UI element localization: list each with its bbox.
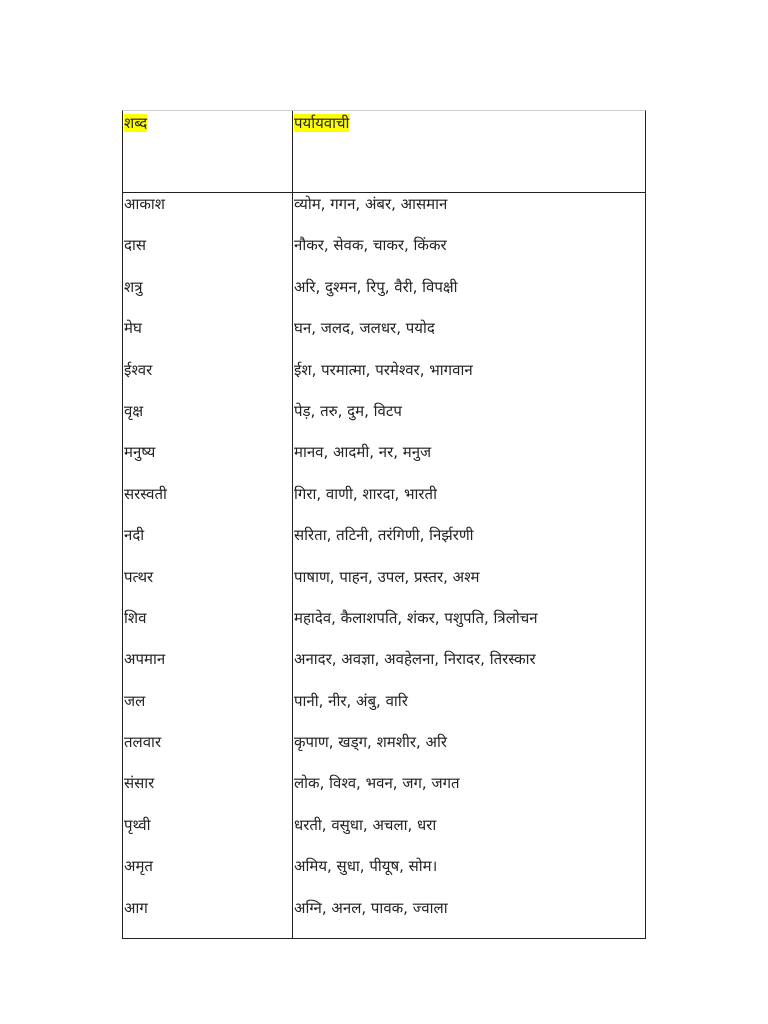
synonyms-cell: नौकर, सेवक, चाकर, किंकर (294, 236, 447, 255)
word-cell: ईश्वर (124, 360, 153, 379)
table-row (123, 731, 645, 772)
synonyms-cell: कृपाण, खड्ग, शमशीर, अरि (294, 733, 447, 752)
synonyms-cell: धरती, वसुधा, अचला, धरा (294, 815, 437, 834)
table-row (123, 814, 645, 855)
word-cell: अपमान (124, 650, 166, 669)
word-cell: सरस्वती (124, 484, 167, 503)
table-row (123, 524, 645, 565)
table-header-row (123, 111, 645, 193)
synonyms-cell: सरिता, तटिनी, तरंगिणी, निर्झरणी (294, 526, 474, 545)
header-cell-synonyms (294, 114, 349, 132)
synonyms-cell: महादेव, कैलाशपति, शंकर, पशुपति, त्रिलोचन (294, 608, 538, 627)
table-row (123, 400, 645, 441)
word-cell: तलवार (124, 733, 162, 752)
header-word-label: शब्द (124, 114, 148, 132)
synonyms-cell: ईश, परमात्मा, परमेश्वर, भागवान (294, 360, 473, 379)
table-row (123, 855, 645, 896)
word-cell: पत्थर (124, 567, 154, 586)
word-cell: संसार (124, 774, 155, 793)
table-row (123, 359, 645, 400)
word-cell: अमृत (124, 857, 153, 876)
word-cell: मेघ (124, 319, 142, 338)
synonyms-cell: घन, जलद, जलधर, पयोद (294, 319, 435, 338)
word-cell: शत्रु (124, 277, 143, 296)
synonyms-cell: लोक, विश्व, भवन, जग, जगत (294, 774, 460, 793)
synonym-table (122, 110, 646, 939)
synonyms-cell: अमिय, सुधा, पीयूष, सोम। (294, 857, 438, 876)
word-cell: वृक्ष (124, 401, 144, 420)
synonyms-cell: मानव, आदमी, नर, मनुज (294, 443, 432, 462)
table-row (123, 193, 645, 234)
synonyms-cell: पाषाण, पाहन, उपल, प्रस्तर, अश्म (294, 567, 480, 586)
word-cell: आकाश (124, 195, 165, 213)
synonyms-cell: गिरा, वाणी, शारदा, भारती (294, 484, 437, 503)
table-row (123, 648, 645, 689)
table-row (123, 566, 645, 607)
synonyms-cell: अग्नि, अनल, पावक, ज्वाला (294, 898, 448, 917)
word-cell: पृथ्वी (124, 815, 151, 834)
word-cell: जल (124, 691, 146, 710)
table-row (123, 607, 645, 648)
table-row (123, 317, 645, 358)
header-cell-word (124, 114, 147, 132)
synonyms-cell: पेड़, तरु, दुम, विटप (294, 401, 402, 420)
synonyms-cell: अरि, दुश्मन, रिपु, वैरी, विपक्षी (294, 277, 458, 296)
table-body (123, 193, 645, 938)
synonyms-cell: व्योम, गगन, अंबर, आसमान (294, 195, 448, 213)
table-row (123, 690, 645, 731)
synonyms-cell: पानी, नीर, अंबु, वारि (294, 691, 408, 710)
header-synonyms-label: पर्यायवाची (294, 114, 350, 132)
table-row (123, 276, 645, 317)
table-row (123, 483, 645, 524)
synonyms-cell: अनादर, अवज्ञा, अवहेलना, निरादर, तिरस्कार (294, 650, 536, 669)
table-row (123, 441, 645, 482)
word-cell: शिव (124, 608, 147, 627)
table-row (123, 897, 645, 938)
table-row (123, 772, 645, 813)
word-cell: दास (124, 236, 146, 255)
word-cell: आग (124, 898, 148, 917)
word-cell: मनुष्य (124, 443, 156, 462)
table-row (123, 234, 645, 275)
word-cell: नदी (124, 526, 145, 545)
